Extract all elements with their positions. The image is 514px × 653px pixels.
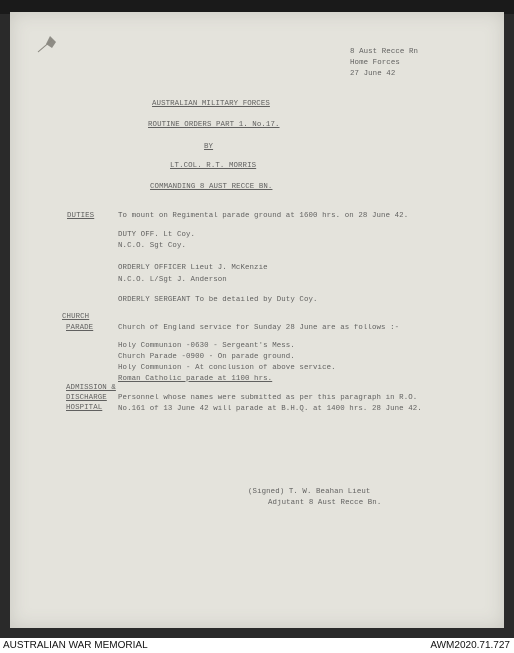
admission-text-1: Personnel whose names were submitted as per this paragraph in R.O. (118, 394, 418, 402)
duties-line-2: N.C.O. Sgt Coy. (118, 242, 187, 250)
signature-line-2: Adjutant 8 Aust Recce Bn. (268, 499, 382, 507)
location-header: Home Forces (350, 59, 400, 67)
duties-line-3: ORDERLY OFFICER Lieut J. McKenzie (118, 264, 268, 272)
title-line-4: LT.COL. R.T. MORRIS (170, 162, 257, 170)
church-heading: CHURCH (62, 313, 90, 321)
duties-heading: DUTIES (67, 212, 95, 220)
discharge-heading: DISCHARGE (66, 394, 107, 402)
duties-line-5: ORDERLY SERGEANT To be detailed by Duty Coy. (118, 296, 318, 304)
duties-line-1: DUTY OFF. Lt Coy. (118, 231, 196, 239)
pin-hole-mark (28, 22, 68, 62)
admission-text-2: No.161 of 13 June 42 will parade at B.H.Q. at 1400 hrs. 28 June 42. (118, 405, 422, 413)
duties-line-4: N.C.O. L/Sgt J. Anderson (118, 276, 227, 284)
church-line-2: Church Parade -0900 - On parade ground. (118, 353, 295, 361)
unit-header: 8 Aust Recce Rn (350, 48, 419, 56)
footer-institution: AUSTRALIAN WAR MEMORIAL (3, 640, 148, 651)
church-line-3: Holy Communion - At conclusion of above service. (118, 364, 336, 372)
archive-footer (0, 638, 514, 653)
admission-heading: ADMISSION & (66, 384, 116, 392)
parade-heading: PARADE (66, 324, 94, 332)
title-line-1: AUSTRALIAN MILITARY FORCES (152, 100, 270, 108)
church-line-1: Holy Communion -0630 - Sergeant's Mess. (118, 342, 295, 350)
church-text: Church of England service for Sunday 28 June are as follows :- (118, 324, 400, 332)
signature-line-1: (Signed) T. W. Beahan Lieut (248, 488, 371, 496)
title-line-3: BY (204, 143, 214, 151)
title-line-5: COMMANDING 8 AUST RECCE BN. (150, 183, 273, 191)
hospital-heading: HOSPITAL (66, 404, 103, 412)
date-header: 27 June 42 (350, 70, 396, 78)
church-line-4: Roman Catholic parade at 1100 hrs. (118, 375, 273, 383)
title-line-2: ROUTINE ORDERS PART 1. No.17. (148, 121, 280, 129)
footer-reference: AWM2020.71.727 (430, 640, 510, 651)
duties-text: To mount on Regimental parade ground at 1600 hrs. on 28 June 42. (118, 212, 409, 220)
